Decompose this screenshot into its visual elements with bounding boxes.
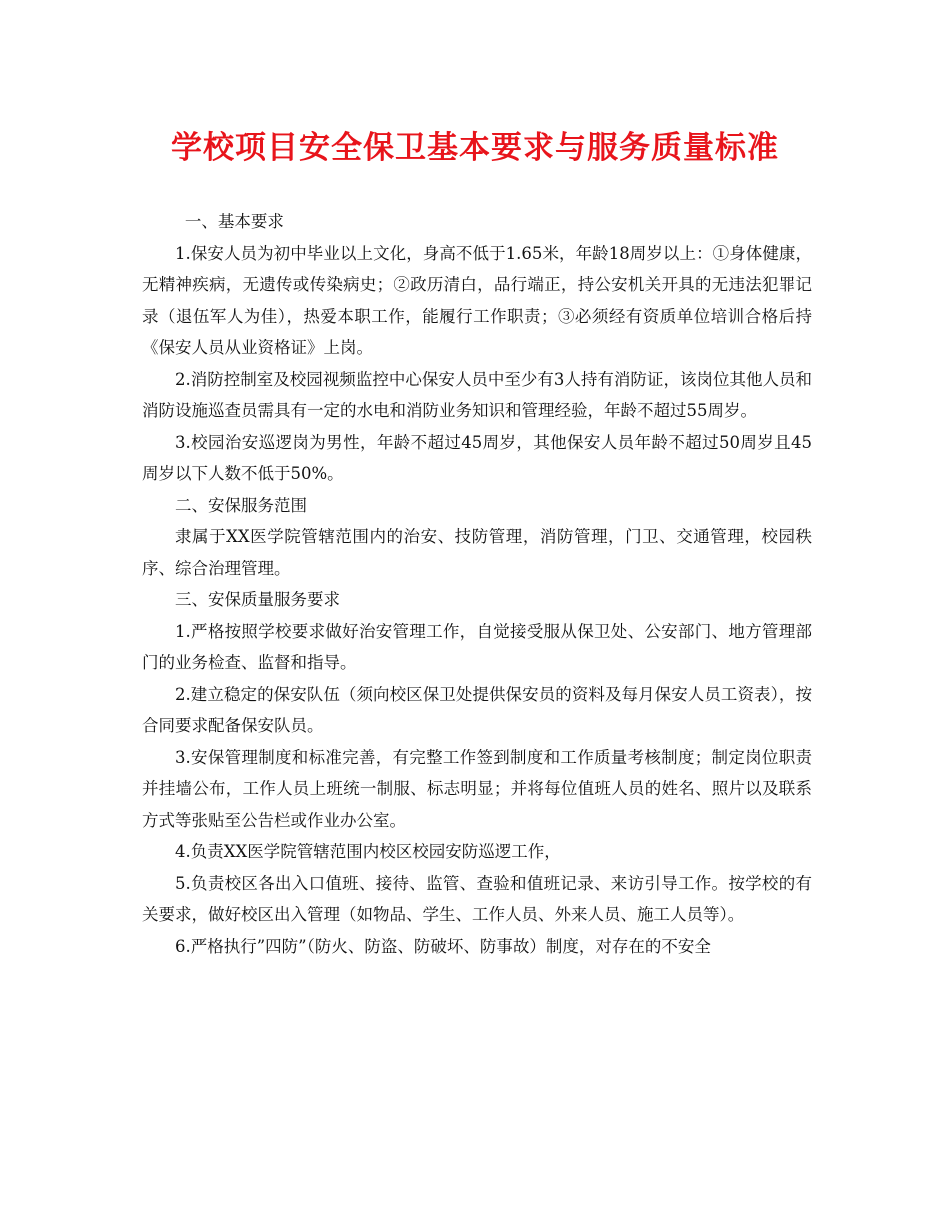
section-heading-service-scope: 二、安保服务范围 bbox=[175, 495, 307, 515]
paragraph-quality-1: 1.严格按照学校要求做好治安管理工作，自觉接受服从保卫处、公安部门、地方管理部门的业务检查、监督和指导。 bbox=[142, 621, 812, 672]
paragraph-quality-3: 3.安保管理制度和标准完善，有完整工作签到制度和工作质量考核制度；制定岗位职责并挂墙公布，工作人员上班统一制服、标志明显；并将每位值班人员的姓名、照片以及联系方式等张贴至公告栏或作业办公室。 bbox=[142, 747, 812, 830]
paragraph-quality-5: 5.负责校区各出入口值班、接待、监管、查验和值班记录、来访引导工作。按学校的有关要求，做好校区出入管理（如物品、学生、工作人员、外来人员、施工人员等）。 bbox=[142, 873, 812, 924]
paragraph-requirement-3: 3.校园治安巡逻岗为男性，年龄不超过45周岁，其他保安人员年龄不超过50周岁且45周岁以下人数不低于50%。 bbox=[142, 432, 812, 483]
paragraph-service-scope: 隶属于XX医学院管辖范围内的治安、技防管理，消防管理，门卫、交通管理，校园秩序、综合治理管理。 bbox=[142, 527, 812, 578]
paragraph-requirement-1: 1.保安人员为初中毕业以上文化，身高不低于1.65米，年龄18周岁以上：①身体健康，无精神疾病，无遗传或传染病史；②政历清白，品行端正，持公安机关开具的无违法犯罪记录（退伍军人为佳），热爱本职工作，能履行工作职责；③必须经有资质单位培训合格后持《保安人员从业资格证》上岗。 bbox=[142, 243, 812, 357]
paragraph-quality-2: 2.建立稳定的保安队伍（须向校区保卫处提供保安员的资料及每月保安人员工资表），按合同要求配备保安队员。 bbox=[142, 684, 812, 735]
section-heading-basic-requirements: 一、基本要求 bbox=[184, 212, 284, 231]
paragraph-quality-4: 4.负责XX医学院管辖范围内校区校园安防巡逻工作， bbox=[175, 842, 561, 861]
section-heading-quality-requirements: 三、安保质量服务要求 bbox=[175, 590, 340, 609]
document-title: 学校项目安全保卫基本要求与服务质量标准 bbox=[171, 130, 779, 166]
document-body bbox=[142, 206, 812, 962]
paragraph-quality-6: 6.严格执行”四防”（防火、防盗、防破坏、防事故）制度，对存在的不安全 bbox=[175, 936, 711, 956]
paragraph-requirement-2: 2.消防控制室及校园视频监控中心保安人员中至少有3人持有消防证，该岗位其他人员和消防设施巡查员需具有一定的水电和消防业务知识和管理经验，年龄不超过55周岁。 bbox=[142, 369, 812, 420]
